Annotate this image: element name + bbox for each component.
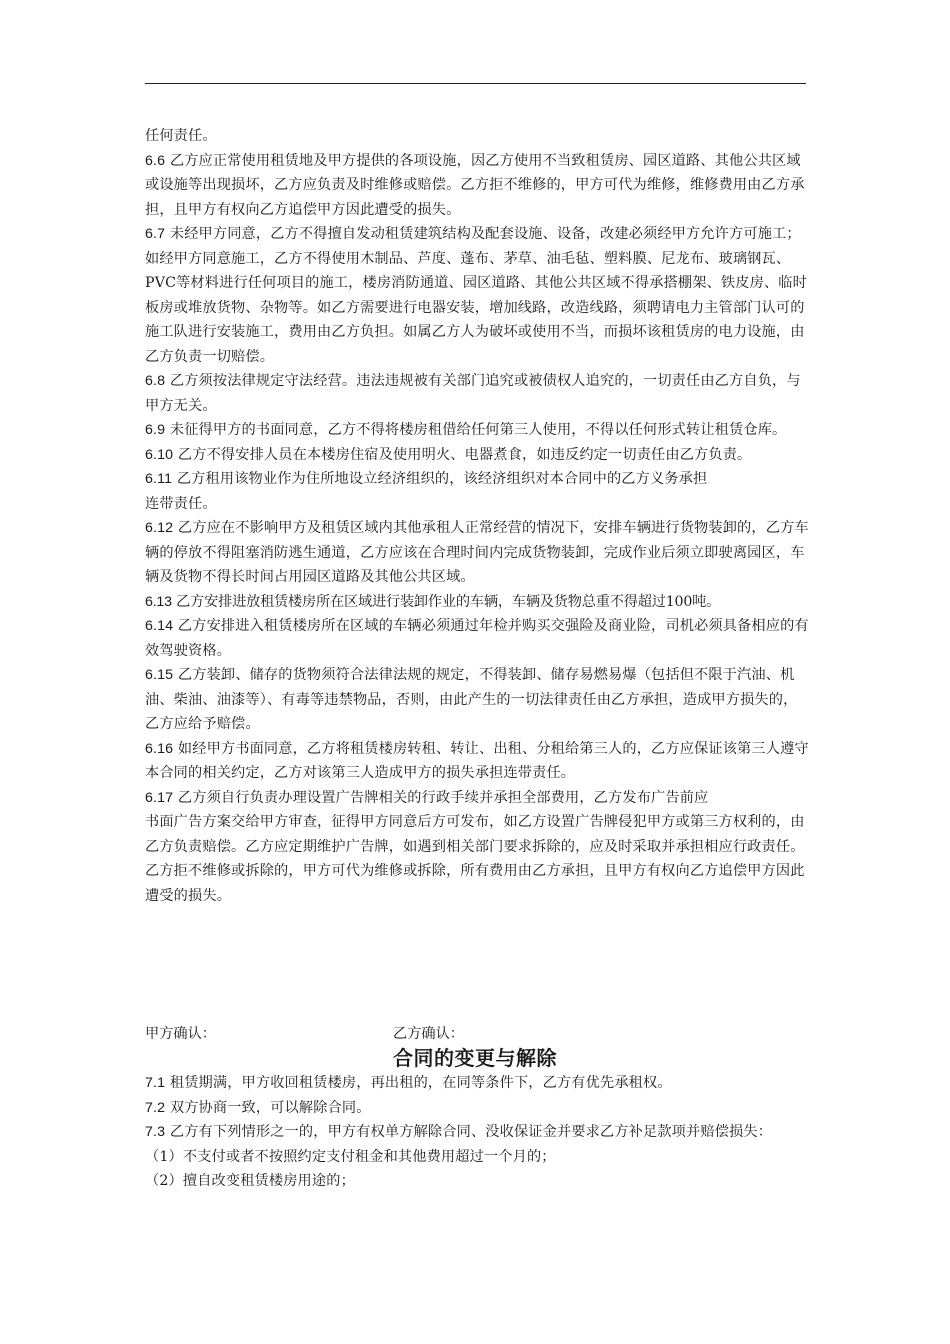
- section-title: 合同的变更与解除: [393, 1046, 557, 1070]
- clause-6-10: 6.10 乙方不得安排人员在本楼房住宿及使用明火、电器煮食，如违反约定一切责任由乙方负责。: [145, 446, 752, 463]
- clause-6-15: 6.15 乙方装卸、储存的货物须符合法律法规的规定，不得装卸、储存易燃易爆（包括但不限于汽油、机油、柴油、油漆等）、有毒等违禁物品，否则，由此产生的一切法律责任由乙方承担，造成甲方损失的，乙方应给予赔偿。: [145, 667, 798, 732]
- clause-6-14: 6.14 乙方安排进入租赁楼房所在区域的车辆必须通过年检并购买交强险及商业险，司机必须具备相应的有效驾驶资格。: [145, 618, 809, 659]
- clause-6-11: 6.11 乙方租用该物业作为住所地设立经济组织的，该经济组织对本合同中的乙方义务承担 连带责任。: [145, 471, 708, 512]
- clause-6-9: 6.9 未征得甲方的书面同意，乙方不得将楼房租借给任何第三人使用，不得以任何形式转让租赁仓库。: [145, 422, 787, 438]
- clause-6-12: 6.12 乙方应在不影响甲方及租赁区域内其他承租人正常经营的情况下，安排车辆进行货物装卸的，乙方车辆的停放不得阻塞消防逃生通道，乙方应该在合理时间内完成货物装卸，完成作业后须立即驶离园区，车辆及货物不得长时间占用园区道路及其他公共区域。: [145, 520, 809, 585]
- clause-7-3: 7.3 乙方有下列情形之一的，甲方有权单方解除合同、没收保证金并要求乙方补足款项并赔偿损失：: [145, 1124, 773, 1140]
- party-a-confirm-label: 甲方确认：: [145, 1026, 216, 1042]
- clause-6-17: 6.17 乙方须自行负责办理设置广告牌相关的行政手续并承担全部费用，乙方发布广告前应 书面广告方案交给甲方审查，征得甲方同意后方可发布，如乙方设置广告牌侵犯甲方或第三方权利的，由乙方负责赔偿。乙方应定期维护广告牌，如遇到相关部门要求拆除的，应及时采取并承担相应行政责任。乙方拒不维修或拆除的，甲方可代为维修或拆除，所有费用由乙方承担，且甲方有权向乙方追偿甲方因此遭受的损失。: [145, 789, 805, 904]
- clause-6-7: 6.7 未经甲方同意，乙方不得擅自发动租赁建筑结构及配套设施、设备，改建必须经甲方允许方可施工；如经甲方同意施工，乙方不得使用木制品、芦度、蓬布、茅草、油毛毡、塑料膜、尼龙布、玻璃钢瓦、PVC等材料进行任何项目的施工，楼房消防通道、园区道路、其他公共区域不得承搭棚架、铁皮房、临时板房或堆放货物、杂物等。如乙方需要进行电器安装，增加线路，改造线路，须聘请电力主管部门认可的施工队进行安装施工，费用由乙方负担。如属乙方人为破坏或使用不当，而损坏该租赁房的电力设施，由乙方负责一切赔偿。: [145, 226, 807, 365]
- party-b-confirm-label: 乙方确认：: [393, 1026, 464, 1042]
- sub-item-1: （1）不支付或者不按照约定支付租金和其他费用超过一个月的；: [145, 1148, 556, 1165]
- sub-item-2: （2）擅自改变租赁楼房用途的；: [145, 1173, 355, 1189]
- clause-6-13: 6.13 乙方安排进放租赁楼房所在区域进行装卸作业的车辆，车辆及货物总重不得超过100吨。: [145, 593, 721, 610]
- section-clause-list: [145, 1071, 809, 1194]
- clause-6-8: 6.8 乙方须按法律规定守法经营。违法违规被有关部门追究或被债权人追究的，一切责任由乙方自负，与甲方无关。: [145, 373, 801, 414]
- clause-6-16: 6.16 如经甲方书面同意，乙方将租赁楼房转租、转让、出租、分租给第三人的，乙方应保证该第三人遵守本合同的相关约定，乙方对该第三人造成甲方的损失承担连带责任。: [145, 740, 809, 781]
- clause-list: [145, 124, 809, 908]
- clause-paragraph: 任何责任。: [145, 128, 217, 144]
- clause-7-2: 7.2 双方协商一致，可以解除合同。: [145, 1099, 371, 1116]
- clause-6-6: 6.6 乙方应正常使用租赁地及甲方提供的各项设施，因乙方使用不当致租赁房、园区道路、其他公共区域或设施等出现损坏，乙方应负责及时维修或赔偿。乙方拒不维修的，甲方可代为维修，维修费用由乙方承担，且甲方有权向乙方追偿甲方因此遭受的损失。: [145, 152, 805, 218]
- clause-7-1: 7.1 租赁期满，甲方收回租赁楼房，再出租的，在同等条件下，乙方有优先承租权。: [145, 1075, 672, 1091]
- header-rule: [145, 83, 806, 84]
